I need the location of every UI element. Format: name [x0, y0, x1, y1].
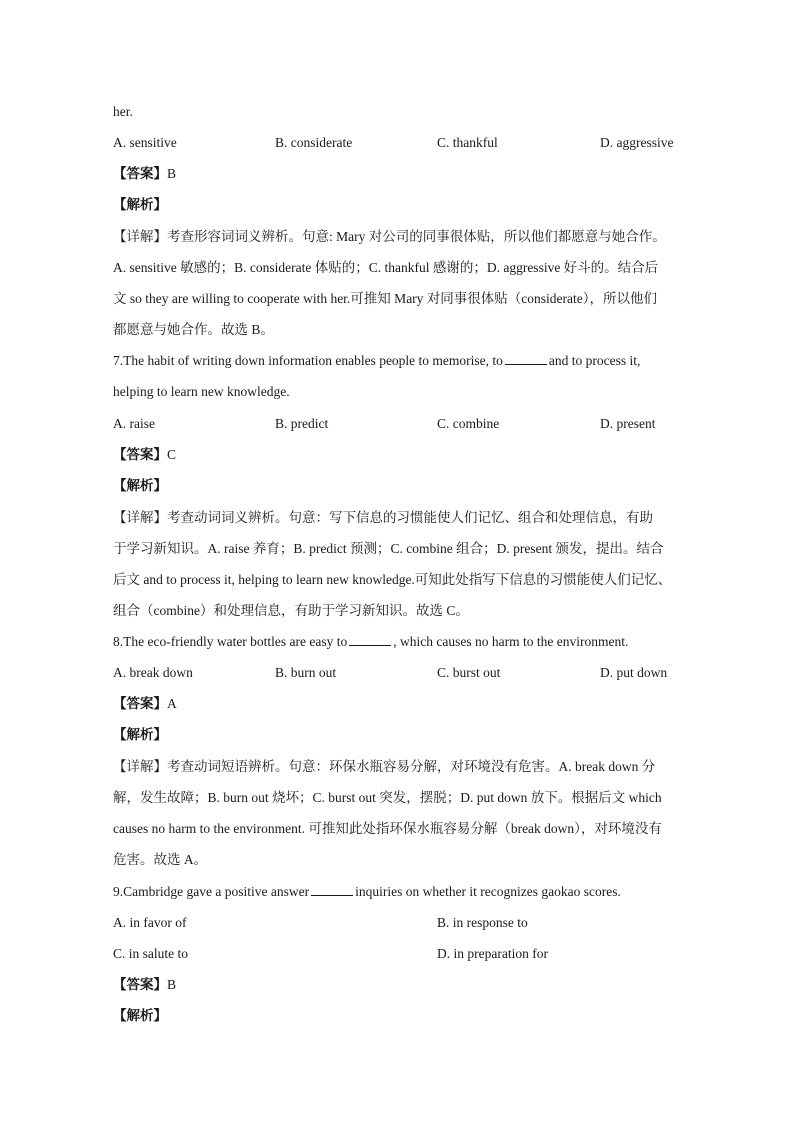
answer-value: B	[167, 977, 177, 992]
detail-line: 都愿意与她合作。故选 B。	[113, 322, 274, 337]
answer-label: 【答案】	[113, 447, 167, 462]
stem-part: 8.The eco-friendly water bottles are easy to	[113, 634, 348, 649]
answer-blank	[349, 633, 391, 646]
stem-part: 9.Cambridge gave a positive answer	[113, 884, 310, 899]
answer-blank	[505, 352, 547, 365]
stem-part: 7.The habit of writing down information enables people to memorise, to	[113, 353, 503, 368]
answer-line	[113, 445, 176, 465]
detail-line: 【详解】考查动词短语辨析。句意：环保水瓶容易分解，对环境没有危害。A. break down 分	[113, 759, 656, 774]
answer-value: C	[167, 447, 177, 462]
option-b: B. considerate	[275, 135, 353, 150]
detail-line: A. sensitive 敏感的；B. considerate 体贴的；C. thankful 感谢的；D. aggressive 好斗的。结合后	[113, 260, 659, 275]
answer-label: 【答案】	[113, 696, 167, 711]
question-8-stem	[113, 632, 628, 652]
options-row	[113, 944, 693, 964]
detail-line: 于学习新知识。A. raise 养育；B. predict 预测；C. combine 组合；D. present 颁发，提出。结合	[113, 541, 664, 556]
option-b: B. burn out	[275, 665, 337, 680]
answer-line	[113, 694, 177, 714]
answer-blank	[311, 883, 353, 896]
options-row	[113, 133, 693, 153]
analysis-label: 【解析】	[113, 197, 167, 212]
option-d: D. put down	[600, 665, 668, 680]
option-c: C. combine	[437, 416, 500, 431]
option-b: B. in response to	[437, 915, 528, 930]
question-tail: her.	[113, 104, 133, 119]
question-9-stem	[113, 882, 621, 902]
detail-line: 危害。故选 A。	[113, 852, 208, 867]
answer-value: B	[167, 166, 177, 181]
analysis-label: 【解析】	[113, 727, 167, 742]
options-row	[113, 663, 693, 683]
stem-part: inquiries on whether it recognizes gaokao scores.	[355, 884, 621, 899]
stem-part: and to process it,	[548, 353, 641, 368]
detail-line: 文 so they are willing to cooperate with her.可推知 Mary 对同事很体贴（considerate），所以他们	[113, 291, 658, 306]
detail-line: 后文 and to process it, helping to learn new knowledge.可知此处指写下信息的习惯能使人们记忆、	[113, 572, 672, 587]
option-b: B. predict	[275, 416, 329, 431]
option-d: D. present	[600, 416, 656, 431]
option-a: A. sensitive	[113, 135, 177, 150]
detail-line: causes no harm to the environment. 可推知此处指环保水瓶容易分解（break down），对环境没有	[113, 821, 662, 836]
option-a: A. raise	[113, 416, 155, 431]
answer-label: 【答案】	[113, 977, 167, 992]
answer-value: A	[167, 696, 177, 711]
option-d: D. in preparation for	[437, 946, 548, 961]
option-a: A. in favor of	[113, 915, 187, 930]
option-c: C. in salute to	[113, 946, 188, 961]
answer-line	[113, 164, 176, 184]
answer-label: 【答案】	[113, 166, 167, 181]
option-c: C. thankful	[437, 135, 498, 150]
option-d: D. aggressive	[600, 135, 674, 150]
options-row	[113, 414, 693, 434]
option-a: A. break down	[113, 665, 193, 680]
analysis-label: 【解析】	[113, 478, 167, 493]
detail-line: 【详解】考查动词词义辨析。句意：写下信息的习惯能使人们记忆、组合和处理信息，有助	[113, 510, 653, 525]
answer-line	[113, 975, 176, 995]
detail-line: 【详解】考查形容词词义辨析。句意: Mary 对公司的同事很体贴，所以他们都愿意与她合作。	[113, 229, 666, 244]
option-c: C. burst out	[437, 665, 501, 680]
analysis-label: 【解析】	[113, 1008, 167, 1023]
detail-line: 解，发生故障；B. burn out 烧坏；C. burst out 突发，摆脱；D. put down 放下。根据后文 which	[113, 790, 662, 805]
question-7-stem-line2: helping to learn new knowledge.	[113, 384, 290, 399]
detail-line: 组合（combine）和处理信息，有助于学习新知识。故选 C。	[113, 603, 469, 618]
question-7-stem	[113, 351, 640, 371]
options-row	[113, 913, 693, 933]
stem-part: , which causes no harm to the environment.	[393, 634, 629, 649]
